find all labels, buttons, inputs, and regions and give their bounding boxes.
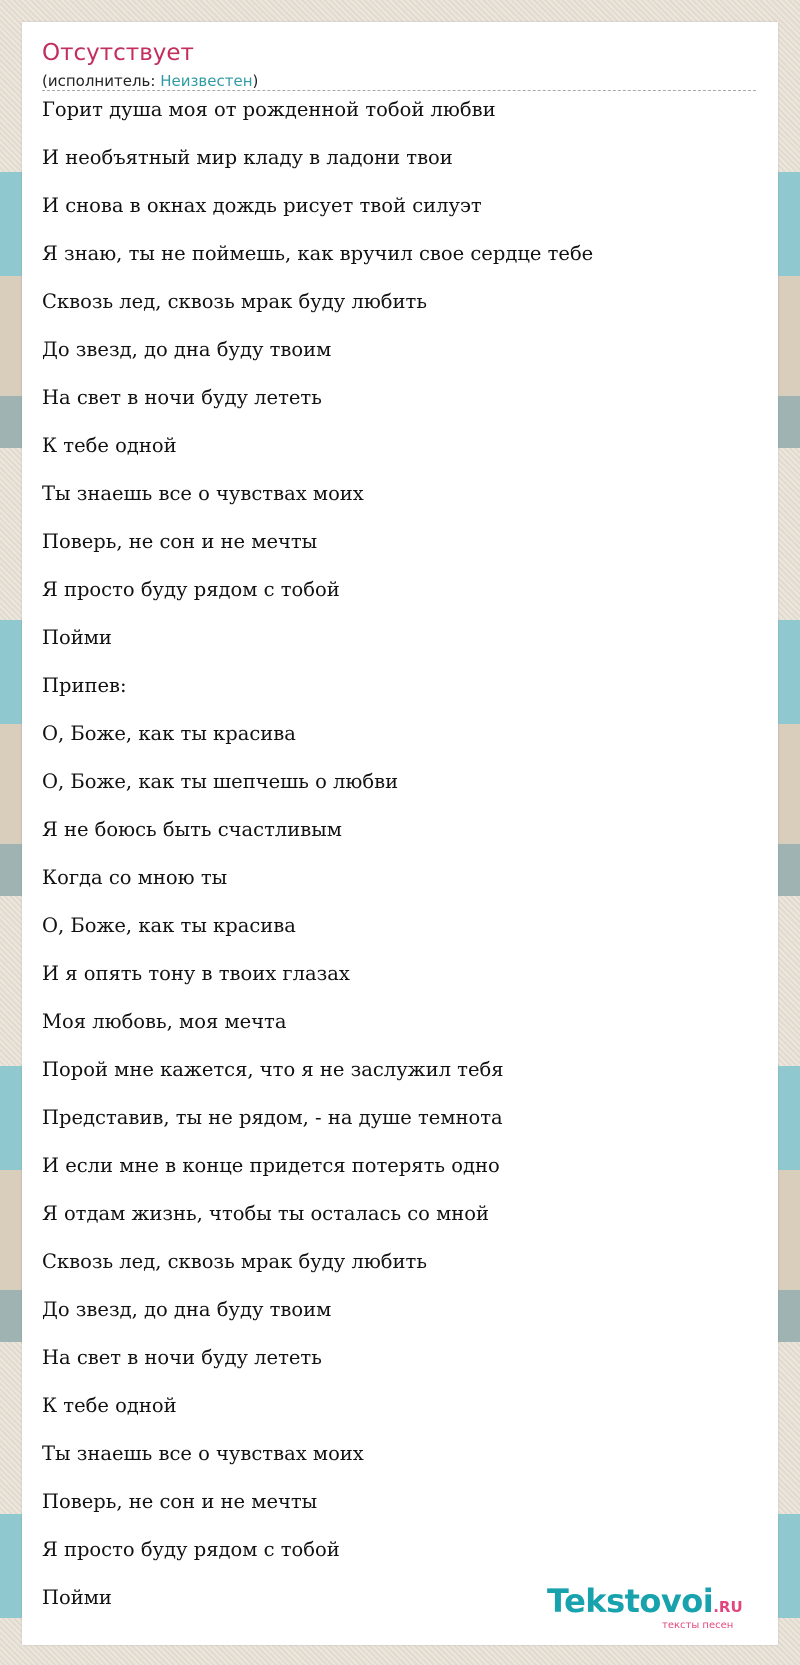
lyric-line: И необъятный мир кладу в ладони твои	[42, 146, 453, 169]
logo-tagline: тексты песен	[662, 1620, 734, 1631]
chorus-label: Припев:	[42, 674, 127, 697]
lyric-line: К тебе одной	[42, 1394, 177, 1417]
lyric-line: Сквозь лед, сквозь мрак буду любить	[42, 1250, 427, 1273]
site-logo[interactable]	[547, 1582, 743, 1631]
lyric-line: Поверь, не сон и не мечты	[42, 1490, 318, 1513]
lyric-line: На свет в ночи буду лететь	[42, 386, 322, 409]
lyric-line: Пойми	[42, 1586, 112, 1609]
lyric-line: Сквозь лед, сквозь мрак буду любить	[42, 290, 427, 313]
divider	[42, 90, 756, 91]
lyric-line: Ты знаешь все о чувствах моих	[42, 482, 364, 505]
lyric-line: И если мне в конце придется потерять одно	[42, 1154, 500, 1177]
lyric-line: Я знаю, ты не поймешь, как вручил свое сердце тебе	[42, 242, 594, 265]
artist-suffix: )	[252, 72, 259, 90]
lyric-line: Я отдам жизнь, чтобы ты осталась со мной	[42, 1202, 490, 1225]
lyric-line: Я не боюсь быть счастливым	[42, 818, 342, 841]
lyric-line: Я просто буду рядом с тобой	[42, 578, 340, 601]
lyric-line: Пойми	[42, 626, 112, 649]
lyric-line: Ты знаешь все о чувствах моих	[42, 1442, 364, 1465]
lyric-line: Поверь, не сон и не мечты	[42, 530, 318, 553]
lyric-line: Порой мне кажется, что я не заслужил тебя	[42, 1058, 504, 1081]
lyric-line: Когда со мною ты	[42, 866, 228, 889]
lyric-line: До звезд, до дна буду твоим	[42, 1298, 332, 1321]
artist-link[interactable]: Неизвестен	[160, 72, 253, 90]
logo-domain: .RU	[713, 1598, 743, 1616]
lyric-line: О, Боже, как ты красива	[42, 914, 296, 937]
lyric-line: О, Боже, как ты шепчешь о любви	[42, 770, 399, 793]
logo-name: Tekstovoi	[547, 1582, 714, 1620]
lyric-line: О, Боже, как ты красива	[42, 722, 296, 745]
lyric-line: И я опять тону в твоих глазах	[42, 962, 350, 985]
lyric-line: Моя любовь, моя мечта	[42, 1010, 287, 1033]
lyrics-list	[42, 97, 593, 1633]
song-title: Отсутствует	[42, 40, 194, 66]
lyrics-card	[22, 22, 778, 1645]
lyric-line: Я просто буду рядом с тобой	[42, 1538, 340, 1561]
artist-prefix: (исполнитель:	[42, 72, 161, 90]
artist-line	[42, 72, 258, 90]
lyric-line: Горит душа моя от рожденной тобой любви	[42, 98, 496, 121]
lyric-line: Представив, ты не рядом, - на душе темнота	[42, 1106, 503, 1129]
lyric-line: До звезд, до дна буду твоим	[42, 338, 332, 361]
lyric-line: На свет в ночи буду лететь	[42, 1346, 322, 1369]
lyric-line: К тебе одной	[42, 434, 177, 457]
lyric-line: И снова в окнах дождь рисует твой силуэт	[42, 194, 482, 217]
